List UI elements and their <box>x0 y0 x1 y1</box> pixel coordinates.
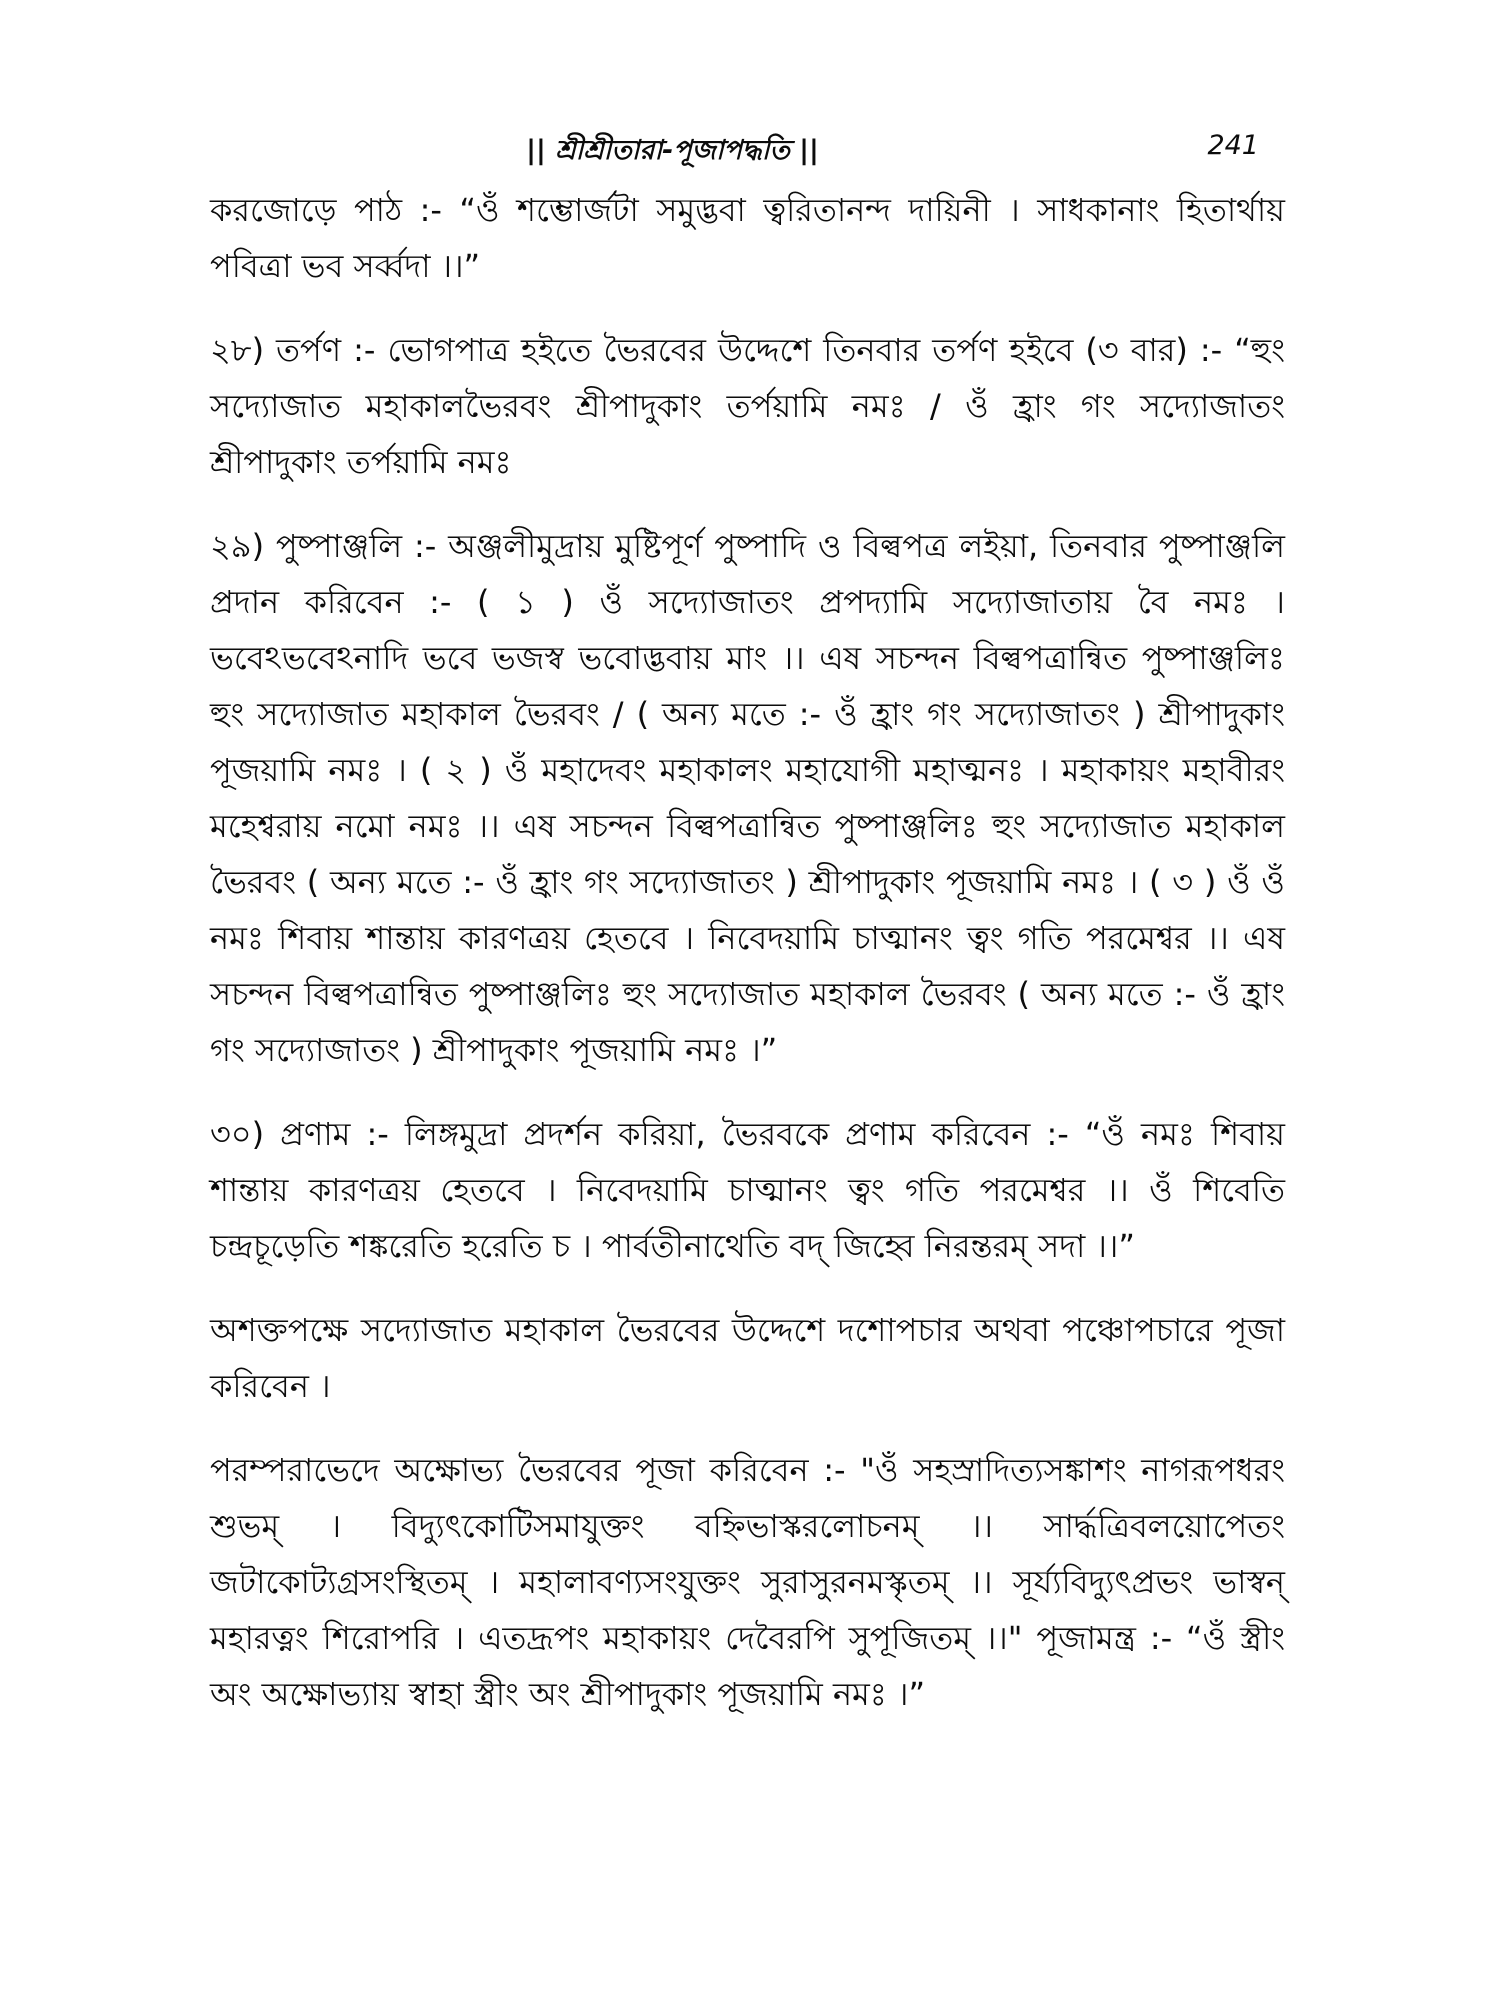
page-number: 241 <box>1207 130 1259 161</box>
paragraph-ashaktapakshe: অশক্তপক্ষে সদ্যোজাত মহাকাল ভৈরবের উদ্দেশে দশোপচার অথবা পঞ্চোপচারে পূজা করিবেন । <box>210 1311 1285 1405</box>
paragraph-akshobhya-puja: পরম্পরাভেদে অক্ষোভ্য ভৈরবের পূজা করিবেন :- "ওঁ সহস্রাদিত্যসঙ্কাশং নাগরূপধরং শুভম্ । বিদ্যুৎকোটিসমাযুক্তং বহ্নিভাস্করলোচনম্ ।। সার্দ্ধত্রিবলয়োপেতং জটাকোট্যগ্রসংস্থিতম্ । মহালাবণ্যসংযুক্তং সুরাসুরনমস্কৃতম্ ।। সূর্য্যবিদ্যুৎপ্রভং ভাস্বন্ মহারত্নং শিরোপরি । এতদ্রূপং মহাকায়ং দেবৈরপি সুপূজিতম্ ।।" পূজামন্ত্র :- “ওঁ স্ত্রীং অং অক্ষোভ্যায় স্বাহা স্ত্রীং অং শ্রীপাদুকাং পূজয়ামি নমঃ ।” <box>210 1451 1285 1713</box>
paragraph-tarpan: ২৮) তর্পণ :- ভোগপাত্র হইতে ভৈরবের উদ্দেশে তিনবার তর্পণ হইবে (৩ বার) :- “হুং সদ্যোজাত মহাকালভৈরবং শ্রীপাদুকাং তর্পয়ামি নমঃ / ওঁ হ্রাং গং সদ্যোজাতং শ্রীপাদুকাং তর্পয়ামি নমঃ <box>210 331 1285 481</box>
running-head: || শ্রীশ্রীতারা-পূজাপদ্ধতি || <box>526 135 819 166</box>
paragraph-recitation: করজোড়ে পাঠ :- “ওঁ শম্ভোর্জটা সমুদ্ভবা ত্বরিতানন্দ দায়িনী । সাধকানাং হিতার্থায় পবিত্রা ভব সর্ব্বদা ।।” <box>210 191 1285 285</box>
paragraph-pushpanjali: ২৯) পুষ্পাঞ্জলি :- অঞ্জলীমুদ্রায় মুষ্টিপূর্ণ পুষ্পাদি ও বিল্বপত্র লইয়া, তিনবার পুষ্পাঞ্জলি প্রদান করিবেন :- ( ১ ) ওঁ সদ্যোজাতং প্রপদ্যামি সদ্যোজাতায় বৈ নমঃ । ভবেঽভবেঽনাদি ভবে ভজস্ব ভবোদ্ভবায় মাং ।। এষ সচন্দন বিল্বপত্রান্বিত পুষ্পাঞ্জলিঃ হুং সদ্যোজাত মহাকাল ভৈরবং / ( অন্য মতে :- ওঁ হ্রাং গং সদ্যোজাতং ) শ্রীপাদুকাং পূজয়ামি নমঃ । ( ২ ) ওঁ মহাদেবং মহাকালং মহাযোগী মহাত্মনঃ । মহাকায়ং মহাবীরং মহেশ্বরায় নমো নমঃ ।। এষ সচন্দন বিল্বপত্রান্বিত পুষ্পাঞ্জলিঃ হুং সদ্যোজাত মহাকাল ভৈরবং ( অন্য মতে :- ওঁ হ্রাং গং সদ্যোজাতং ) শ্রীপাদুকাং পূজয়ামি নমঃ । ( ৩ ) ওঁ ওঁ নমঃ শিবায় শান্তায় কারণত্রয় হেতবে । নিবেদয়ামি চাত্মানং ত্বং গতি পরমেশ্বর ।। এষ সচন্দন বিল্বপত্রান্বিত পুষ্পাঞ্জলিঃ হুং সদ্যোজাত মহাকাল ভৈরবং ( অন্য মতে :- ওঁ হ্রাং গং সদ্যোজাতং ) শ্রীপাদুকাং পূজয়ামি নমঃ ।” <box>210 527 1285 1069</box>
page-header <box>210 130 1285 182</box>
book-page <box>210 130 1285 1930</box>
paragraph-pranam: ৩০) প্রণাম :- লিঙ্গমুদ্রা প্রদর্শন করিয়া, ভৈরবকে প্রণাম করিবেন :- “ওঁ নমঃ শিবায় শান্তায় কারণত্রয় হেতবে । নিবেদয়ামি চাত্মানং ত্বং গতি পরমেশ্বর ।। ওঁ শিবেতি চন্দ্রচূড়েতি শঙ্করেতি হরেতি চ । পার্বতীনাথেতি বদ্ জিহ্বে নিরন্তরম্ সদা ।।” <box>210 1115 1285 1265</box>
